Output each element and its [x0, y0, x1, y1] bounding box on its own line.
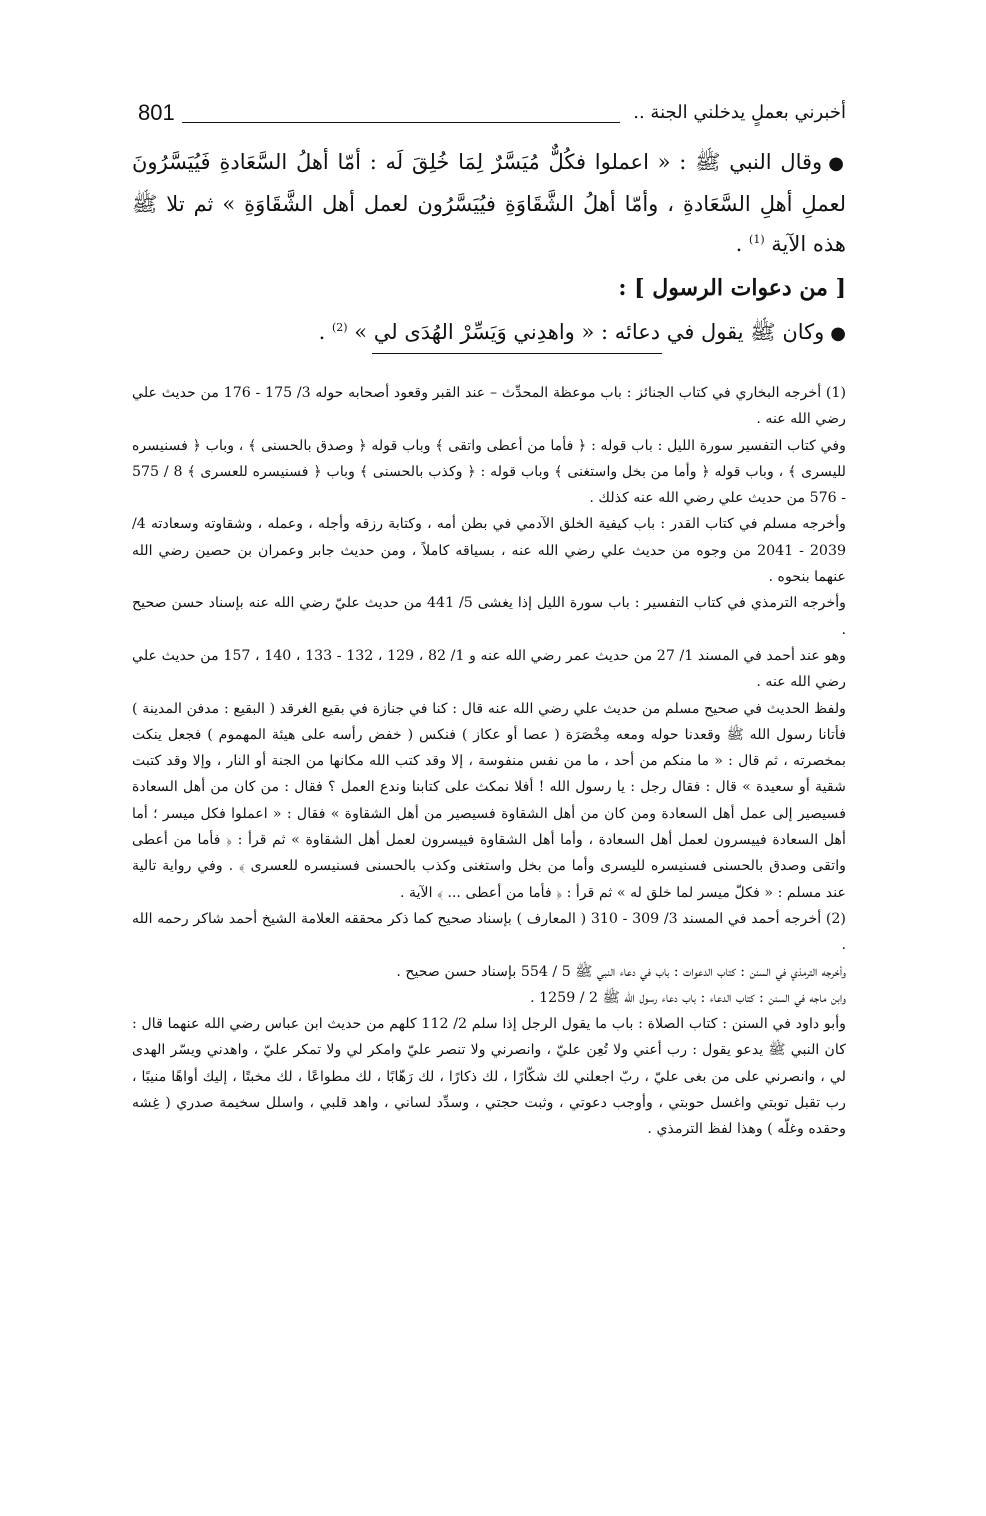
- footnote-ref-1: (1): [749, 233, 765, 246]
- main-paragraph-2-text: وكان ﷺ يقول في دعائه : « واهدِني وَيَسِّرْ الهُدَى لي »: [354, 320, 825, 344]
- footnote-line: وفي كتاب التفسير سورة الليل : باب قوله : ﴿ فأما من أعطى واتقى ﴾ وباب قوله ﴿ وصدق بالحسنى ﴾ ، وباب ﴿ فسنيسره لليسرى ﴾ ، وباب قوله ﴿ وأما من بخل واستغنى ﴾ وباب قوله : ﴿ وكذب بالحسنى ﴾ وباب ﴿ فسنيسره للعسرى ﴾ 8 / 575 - 576 من حديث علي رضي الله عنه كذلك .: [132, 437, 846, 507]
- footnotes: [132, 380, 846, 1143]
- main-paragraph-2: [132, 312, 846, 354]
- footnote-line: وأبو داود في السنن : كتاب الصلاة : باب ما يقول الرجل إذا سلم 2/ 112 كلهم من حديث ابن عباس رضي الله عنهما قال : كان النبي ﷺ يدعو يقول : رب أعني ولا تُعِن عليّ ، وانصرني ولا تنصر عليّ وامكر لي ولا تمكر عليّ ، واهدني ويسّر الهدى لي ، وانصرني على من بغى عليّ ، ربّ اجعلني لك شكّارًا ، لك ذكارًا ، لك رَهّابًا ، لك مطواعًا ، لك مخبتًا ، إليك أواهًا منيبًا ، رب تقبل توبتي واغسل حوبتي ، وأوجب دعوتي ، وثبت حجتي ، وسدِّد لساني ، واهد قلبي ، واسلل سخيمة صدري ( غِشه وحقده وغلّه ) وهذا لفظ الترمذي .: [132, 1016, 846, 1138]
- footnote-line: وأخرجه الترمذي في كتاب التفسير : باب سورة الليل إذا يغشى 5/ 441 من حديث عليّ رضي الله عنه بإسناد حسن صحيح .: [132, 595, 847, 638]
- main-paragraph-1-end: .: [735, 232, 750, 256]
- footnote-line: (2) أخرجه أحمد في المسند 3/ 309 - 310 ( المعارف ) بإسناد صحيح كما ذكر محققه العلامة الشيخ أحمد شاكر رحمه الله .: [132, 910, 846, 954]
- bullet-icon: ●: [830, 323, 846, 344]
- footnote-line: وابن ماجه في السنن : كتاب الدعاء : باب دعاء رسول الله ﷺ 2 / 1259 .: [530, 989, 846, 1006]
- running-header: [138, 100, 846, 134]
- section-heading: [ من دعوات الرسول ] :: [618, 275, 846, 301]
- running-title: أخبرني بعملٍ يدخلني الجنة ..: [633, 102, 846, 123]
- main-paragraph-1-text: وقال النبي ﷺ : « اعملوا فكُلٌّ مُيَسَّرٌ لِمَا خُلِقَ لَه : أمّا أهلُ السَّعَادةِ فَيُيَسَّرُونَ لعملِ أهلِ السَّعَادةِ ، وأمّا أهلُ الشَّقَاوَةِ فيُيَسَّرُون لعمل أهل الشَّقَاوَةِ » ثم تلا ﷺ هذه الآية: [132, 150, 846, 256]
- footnote-separator: [372, 353, 662, 354]
- bullet-icon: ●: [828, 153, 846, 174]
- main-paragraph-1: [132, 142, 846, 264]
- main-text: [132, 142, 846, 354]
- header-rule: [182, 122, 620, 123]
- footnote-line: وأخرجه الترمذي في السنن : كتاب الدعوات : باب في دعاء النبي ﷺ 5 / 554 بإسناد حسن صحيح .: [396, 963, 846, 980]
- footnote-ref-2: (2): [331, 321, 348, 334]
- main-paragraph-2-end: .: [318, 320, 332, 344]
- footnote-line: (1) أخرجه البخاري في كتاب الجنائز : باب موعظة المحدِّث – عند القبر وقعود أصحابه حوله 3/ 175 - 176 من حديث علي رضي الله عنه .: [132, 385, 846, 428]
- footnote-line: ولفظ الحديث في صحيح مسلم من حديث علي رضي الله عنه قال : كنا في جنازة في بقيع الغرقد ( البقيع : مدفن المدينة ) فأتانا رسول الله ﷺ وقعدنا حوله ومعه مِخْصَرَة ( عصا أو عكاز ) فنكس ( خفض رأسه على هيئة المهموم ) فجعل ينكت بمخصرته ، ثم قال : « ما منكم من أحد ، ما من نفس منفوسة ، إلا وقد كتب الله مكانها من الجنة أو النار ، وإلا وقد كتبت شقية أو سعيدة » قال : فقال رجل : يا رسول الله ! أفلا نمكث على كتابنا وندع العمل ؟ فقال : من كان من أهل السعادة فسيصير إلى عمل أهل السعادة ومن كان من أهل الشقاوة فسيصير من أهل الشقاوة » فقال : « اعملوا فكل ميسر ؛ أما أهل السعادة فييسرون لعمل أهل السعادة ، وأما أهل الشقاوة فييسرون لعمل أهل الشقاوة » ثم قرأ : ﴿ فأما من أعطى واتقى وصدق بالحسنى فسنيسره لليسرى وأما من بخل واستغنى وكذب بالحسنى فسنيسره للعسرى ﴾ . وفي رواية تالية عند مسلم : « فكلّ ميسر لما خلق له » ثم قرأ : ﴿ فأما من أعطى ... ﴾ الآية .: [132, 700, 846, 901]
- footnote-line: وهو عند أحمد في المسند 1/ 27 من حديث عمر رضي الله عنه و 1/ 82 ، 129 ، 132 - 133 ، 140 ، 157 من حديث علي رضي الله عنه .: [132, 647, 846, 691]
- page-number: 801: [138, 100, 175, 125]
- footnote-line: وأخرجه مسلم في كتاب القدر : باب كيفية الخلق الآدمي في بطن أمه ، وكتابة رزقه وأجله ، وعمله ، وشقاوته وسعادته 4/ 2039 - 2041 من وجوه من حديث علي رضي الله عنه ، بسياقه كاملاً ، ومن حديث جابر وعمران بن حصين رضي الله عنهما بنحوه .: [132, 516, 846, 586]
